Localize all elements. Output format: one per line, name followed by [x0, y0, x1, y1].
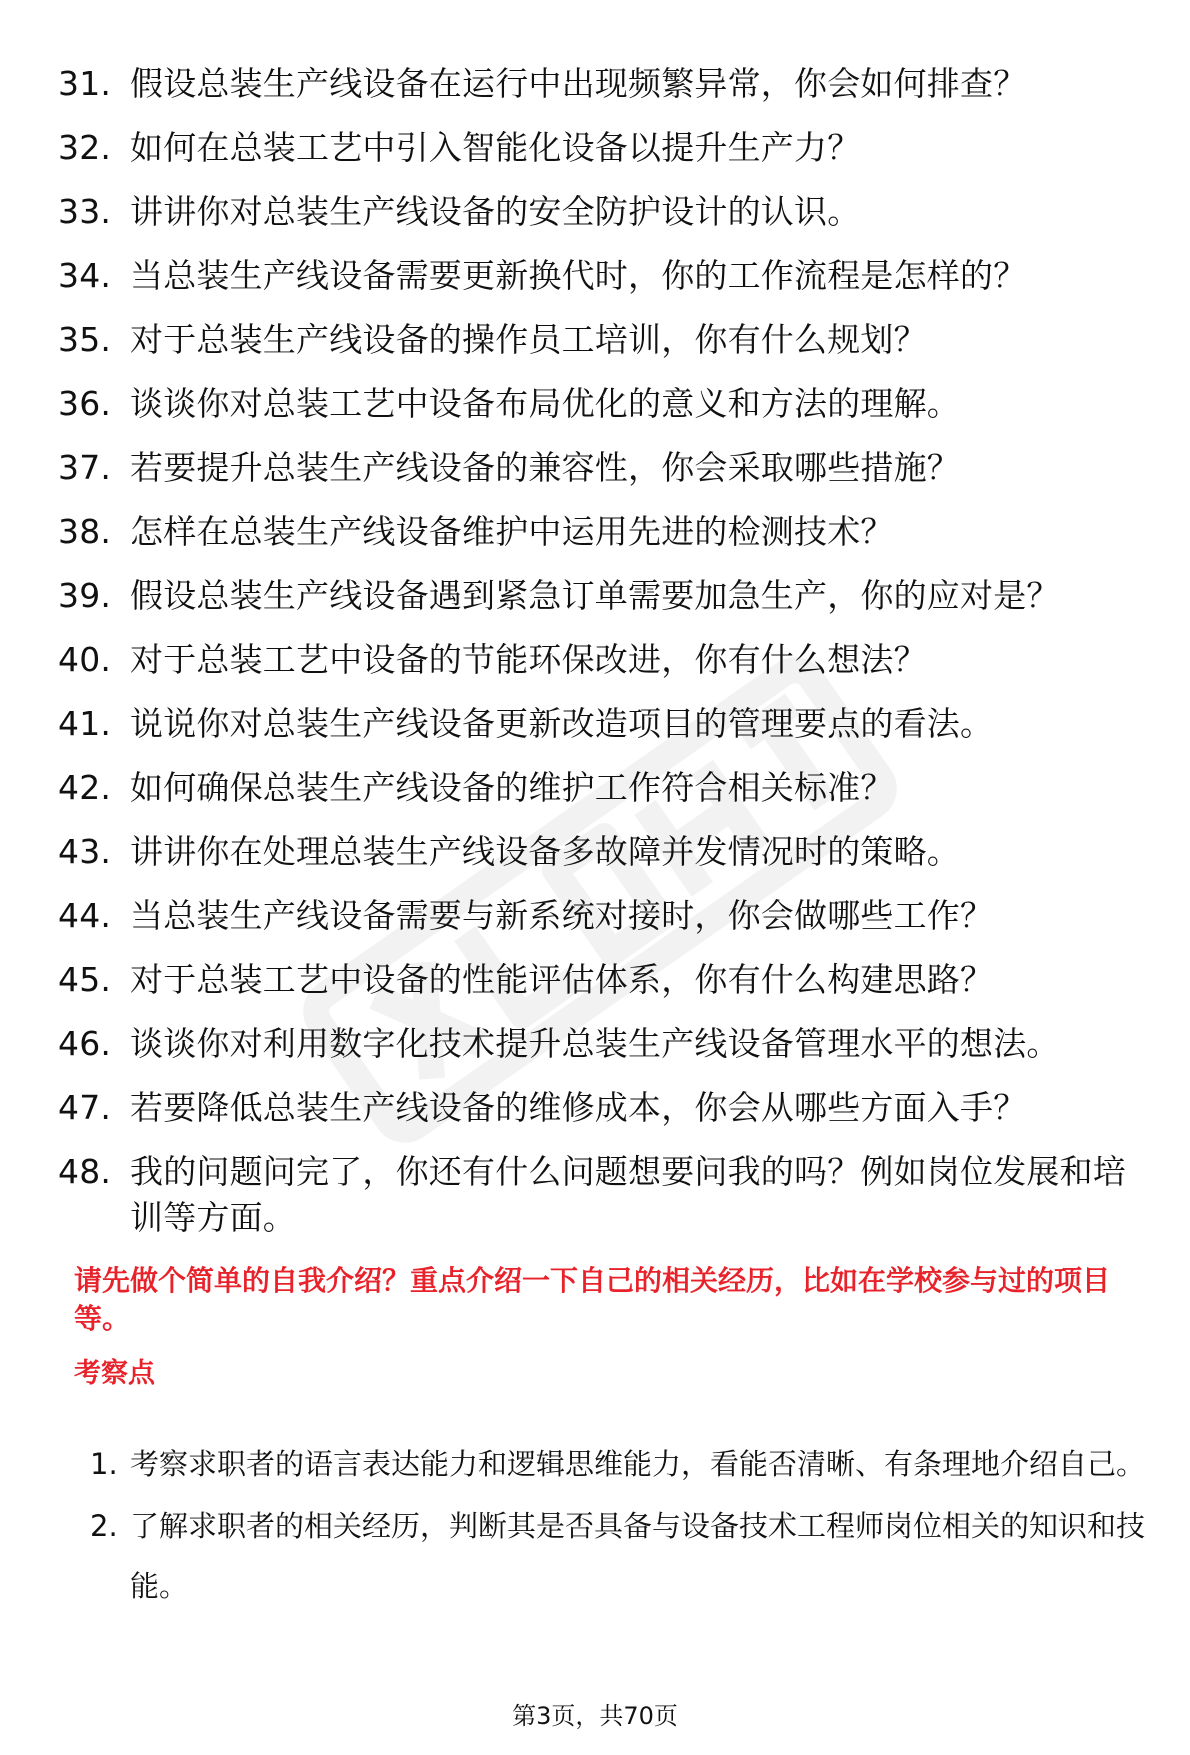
- list-item: [58, 564, 1148, 628]
- item-text: 谈谈你对利用数字化技术提升总装生产线设备管理水平的想法。: [130, 1024, 1060, 1063]
- item-number: 41.: [58, 704, 112, 743]
- section-heading: 考察点: [74, 1358, 155, 1389]
- list-item: [58, 628, 1148, 692]
- item-number: 34.: [58, 256, 112, 295]
- list-item: [90, 1434, 1160, 1494]
- item-text: 讲讲你在处理总装生产线设备多故障并发情况时的策略。: [130, 832, 960, 871]
- item-number: 45.: [58, 960, 112, 999]
- item-number: 35.: [58, 320, 112, 359]
- item-number: 42.: [58, 768, 112, 807]
- item-text: 若要提升总装生产线设备的兼容性，你会采取哪些措施？: [130, 448, 960, 487]
- list-item: [58, 52, 1148, 116]
- list-item: [90, 1496, 1160, 1616]
- list-item: [58, 500, 1148, 564]
- item-number: 48.: [58, 1152, 112, 1191]
- list-item: [58, 820, 1148, 884]
- intro-question: 请先做个简单的自我介绍？重点介绍一下自己的相关经历，比如在学校参与过的项目等。: [74, 1264, 1111, 1335]
- kaochadian-list: [90, 1434, 1160, 1618]
- item-text: 了解求职者的相关经历，判断其是否具备与设备技术工程师岗位相关的知识和技能。: [130, 1509, 1146, 1603]
- item-text: 谈谈你对总装工艺中设备布局优化的意义和方法的理解。: [130, 384, 960, 423]
- list-item: [58, 1076, 1148, 1140]
- list-item: [58, 180, 1148, 244]
- item-number: 44.: [58, 896, 112, 935]
- item-number: 46.: [58, 1024, 112, 1063]
- item-number: 37.: [58, 448, 112, 487]
- item-text: 说说你对总装生产线设备更新改造项目的管理要点的看法。: [130, 704, 994, 743]
- list-item: [58, 884, 1148, 948]
- list-item: [58, 116, 1148, 180]
- item-text: 若要降低总装生产线设备的维修成本，你会从哪些方面入手？: [130, 1088, 1027, 1127]
- page-number: 第3页，共70页: [512, 1702, 678, 1730]
- item-text: 讲讲你对总装生产线设备的安全防护设计的认识。: [130, 192, 861, 231]
- list-item: [58, 308, 1148, 372]
- item-text: 当总装生产线设备需要更新换代时，你的工作流程是怎样的？: [130, 256, 1027, 295]
- item-text: 怎样在总装生产线设备维护中运用先进的检测技术？: [130, 512, 894, 551]
- question-list: [58, 52, 1148, 1241]
- list-item: [58, 372, 1148, 436]
- item-text: 对于总装生产线设备的操作员工培训，你有什么规划？: [130, 320, 927, 359]
- item-number: 2.: [90, 1509, 118, 1543]
- item-text: 我的问题问完了，你还有什么问题想要问我的吗？例如岗位发展和培训等方面。: [130, 1152, 1126, 1237]
- item-text: 当总装生产线设备需要与新系统对接时，你会做哪些工作？: [130, 896, 994, 935]
- item-number: 36.: [58, 384, 112, 423]
- item-text: 如何确保总装生产线设备的维护工作符合相关标准？: [130, 768, 894, 807]
- item-number: 32.: [58, 128, 112, 167]
- item-number: 47.: [58, 1088, 112, 1127]
- item-number: 38.: [58, 512, 112, 551]
- item-text: 如何在总装工艺中引入智能化设备以提升生产力？: [130, 128, 861, 167]
- item-number: 39.: [58, 576, 112, 615]
- list-item: [58, 1140, 1148, 1241]
- list-item: [58, 692, 1148, 756]
- item-number: 43.: [58, 832, 112, 871]
- list-item: [58, 948, 1148, 1012]
- item-number: 40.: [58, 640, 112, 679]
- item-text: 假设总装生产线设备在运行中出现频繁异常，你会如何排查？: [130, 64, 1027, 103]
- item-text: 对于总装工艺中设备的节能环保改进，你有什么想法？: [130, 640, 927, 679]
- item-number: 31.: [58, 64, 112, 103]
- list-item: [58, 756, 1148, 820]
- item-text: 假设总装生产线设备遇到紧急订单需要加急生产，你的应对是？: [130, 576, 1060, 615]
- list-item: [58, 1012, 1148, 1076]
- item-text: 考察求职者的语言表达能力和逻辑思维能力，看能否清晰、有条理地介绍自己。: [130, 1447, 1146, 1481]
- item-text: 对于总装工艺中设备的性能评估体系，你有什么构建思路？: [130, 960, 994, 999]
- item-number: 1.: [90, 1447, 118, 1481]
- item-number: 33.: [58, 192, 112, 231]
- list-item: [58, 436, 1148, 500]
- list-item: [58, 244, 1148, 308]
